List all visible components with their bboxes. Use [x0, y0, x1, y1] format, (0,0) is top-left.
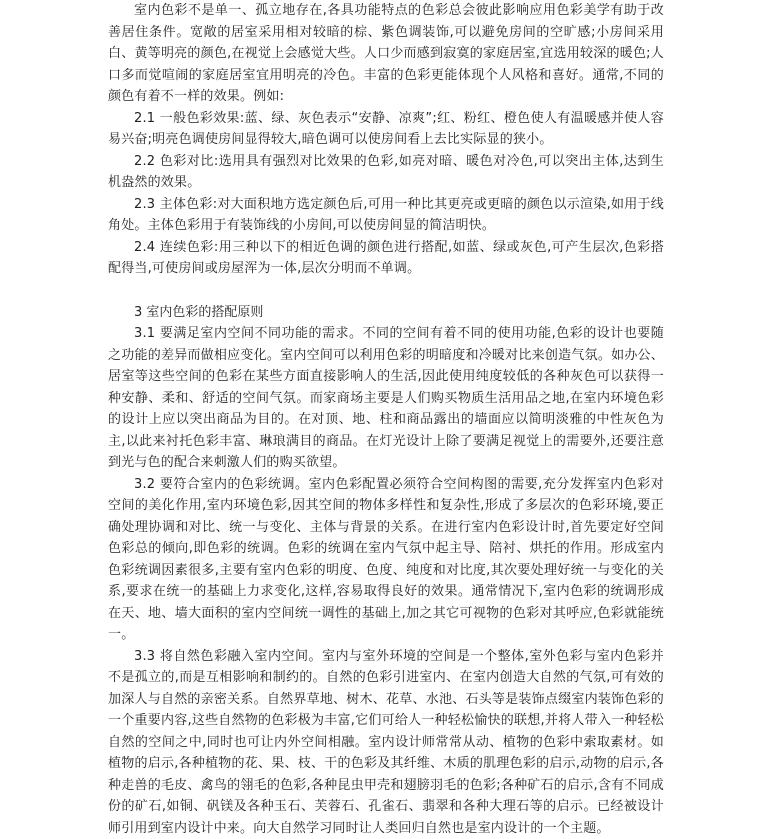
paragraph-3-3: 3.3 将自然色彩融入室内空间。室内与室外环境的空间是一个整体,室外色彩与室内色彩并不是孤立的,而是互相影响和制约的。自然的色彩引进室内、在室内创造大自然的气氛,可有效的加深人与自然的亲密关系。自然界草地、树木、花草、水池、石头等是装饰点缀室内装饰色彩的一个重要内容,这些自然物的色彩极为丰富,它们可给人一种轻松愉快的联想,并将人带入一种轻松自然的空间之中,同时也可让内外空间相融。室内设计师常常从动、植物的色彩中索取素材。如植物的启示,各种植物的花、果、枝、干的色彩及其纤维、木质的肌理色彩的启示,动物的启示,各种走兽的毛皮、禽鸟的翎毛的色彩,各种昆虫甲壳和翅膀羽毛的色彩;各种矿石的启示,含有不同成份的矿石,如铜、矾镁及各种玉石、芙蓉石、孔雀石、翡翠和各种大理石等的启示。已经被设计师引用到室内设计中来。向大自然学习同时让人类回归自然也是室内设计的一个主题。	[108, 646, 664, 839]
paragraph-intro: 室内色彩不是单一、孤立地存在,各具功能特点的色彩总会彼此影响应用色彩美学有助于改善居住条件。宽敞的居室采用相对较暗的棕、紫色调装饰,可以避免房间的空旷感;小房间采用白、黄等明亮的颜色,在视觉上会感觉大些。人口少而感到寂寞的家庭居室,宜选用较深的暖色;人口多而觉喧闹的家庭居室宜用明亮的冷色。丰富的色彩更能体现个人风格和喜好。通常,不同的颜色有着不一样的效果。例如:	[108, 0, 664, 108]
paragraph-3-2: 3.2 要符合室内的色彩统调。室内色彩配置必须符合空间构图的需要,充分发挥室内色彩对空间的美化作用,室内环境色彩,因其空间的物体多样性和复杂性,形成了多层次的色彩环境,要正确处理协调和对比、统一与变化、主体与背景的关系。在进行室内色彩设计时,首先要定好空间色彩总的倾向,即色彩的统调。色彩的统调在室内气氛中起主导、陪衬、烘托的作用。形成室内色彩统调因素很多,主要有室内色彩的明度、色度、纯度和对比度,其次要处理好统一与变化的关系,要求在统一的基础上力求变化,这样,容易取得良好的效果。通常情况下,室内色彩的统调形成在天、地、墙大面积的室内空间统一调性的基础上,加之其它可视物的色彩对其呼应,色彩就能统一。	[108, 474, 664, 646]
section-heading-3: 3 室内色彩的搭配原则	[108, 302, 664, 324]
section-spacer	[108, 280, 664, 302]
paragraph-3-1: 3.1 要满足室内空间不同功能的需求。不同的空间有着不同的使用功能,色彩的设计也要随之功能的差异而做相应变化。室内空间可以利用色彩的明暗度和冷暖对比来创造气氛。如办公、居室等这些空间的色彩在某些方面直接影响人的生活,因此使用纯度较低的各种灰色可以获得一种安静、柔和、舒适的空间气氛。而家商场主要是人们购买物质生活用品之地,在室内环境色彩的设计上应以突出商品为目的。在对顶、地、柱和商品露出的墙面应以简明淡雅的中性灰色为主,以此来衬托色彩丰富、琳琅满目的商品。在灯光设计上除了要满足视觉上的需要外,还要注意到光与色的配合来刺激人们的购买欲望。	[108, 323, 664, 474]
paragraph-2-1: 2.1 一般色彩效果:蓝、绿、灰色表示“安静、凉爽”;红、粉红、橙色使人有温暖感并使人容易兴奋;明亮色调使房间显得较大,暗色调可以使房间看上去比实际显的狭小。	[108, 108, 664, 151]
paragraph-2-4: 2.4 连续色彩:用三种以下的相近色调的颜色进行搭配,如蓝、绿或灰色,可产生层次,色彩搭配得当,可使房间或房屋浑为一体,层次分明而不单调。	[108, 237, 664, 280]
article-body	[108, 0, 664, 839]
paragraph-2-2: 2.2 色彩对比:选用具有强烈对比效果的色彩,如亮对暗、暖色对冷色,可以突出主体,达到生机盎然的效果。	[108, 151, 664, 194]
paragraph-2-3: 2.3 主体色彩:对大面积地方选定颜色后,可用一种比其更亮或更暗的颜色以示渲染,如用于线角处。主体色彩用于有装饰线的小房间,可以使房间显的简洁明快。	[108, 194, 664, 237]
